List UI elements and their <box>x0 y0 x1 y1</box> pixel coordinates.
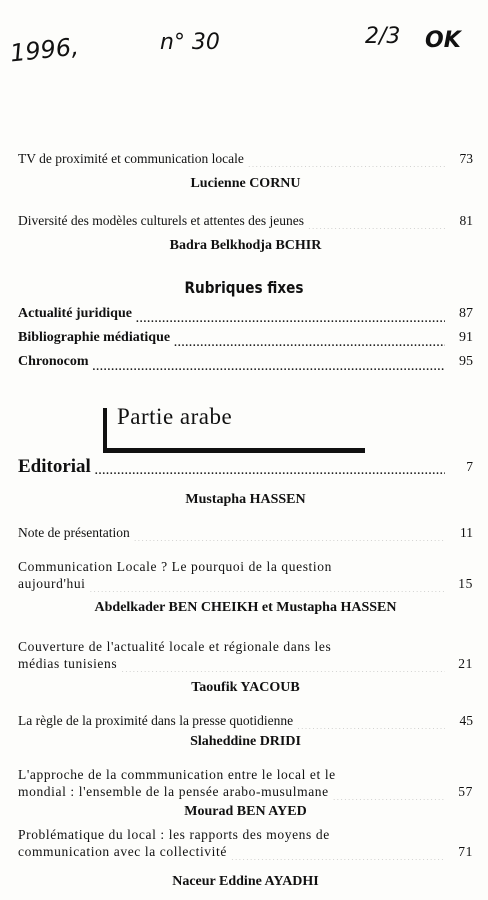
toc-entry-page: 15 <box>458 576 473 591</box>
handwritten-issue-number: n° 30 <box>160 30 220 55</box>
handwritten-ok: OK <box>425 28 461 53</box>
toc-entry-title-line: Communication Locale ? Le pourquoi de la question <box>18 559 332 574</box>
toc-entry <box>18 353 473 370</box>
toc-entry-title: Bibliographie médiatique <box>18 330 171 345</box>
section-heading <box>103 402 365 454</box>
toc-entry-author: Badra Belkhodja BCHIR <box>169 238 322 253</box>
toc-entry <box>18 150 473 167</box>
leader-dots <box>95 460 445 475</box>
toc-entry <box>18 712 473 729</box>
toc-entry-author: Mustapha HASSEN <box>185 492 306 507</box>
toc-entry <box>18 766 473 800</box>
toc-entry-title-line: L'approche de la commmunication entre le local et le <box>18 767 336 782</box>
section-title: Partie arabe <box>117 404 233 429</box>
toc-entry <box>18 329 473 346</box>
toc-entry-page: 95 <box>459 354 473 369</box>
toc-entry-title: Chronocom <box>18 354 89 369</box>
section-rule-horizontal <box>103 448 365 453</box>
toc-entry-page: 71 <box>458 844 473 859</box>
toc-entry-page: 21 <box>458 656 473 671</box>
toc-entry-page: 11 <box>460 525 473 540</box>
toc-entry-page: 87 <box>459 306 473 321</box>
toc-entry-page: 57 <box>458 784 473 799</box>
toc-entry-author: Mourad BEN AYED <box>184 804 307 819</box>
toc-entry-author: Lucienne CORNU <box>190 176 301 191</box>
leader-dots <box>231 848 445 860</box>
leader-dots <box>93 358 445 370</box>
toc-entry-title: La règle de la proximité dans la presse quotidienne <box>18 713 294 728</box>
toc-entry <box>18 212 473 229</box>
toc-entry-title-line: Problématique du local : les rapports des moyens de <box>18 827 330 842</box>
toc-entry-title: Diversité des modèles culturels et attentes des jeunes <box>18 213 305 228</box>
toc-entry-page: 73 <box>459 151 473 166</box>
leader-dots <box>297 717 445 729</box>
toc-entry <box>18 558 473 592</box>
toc-entry <box>18 638 473 672</box>
toc-entry <box>18 524 473 541</box>
toc-entry-title-line: Couverture de l'actualité locale et régionale dans les <box>18 639 332 654</box>
toc-entry-author: Naceur Eddine AYADHI <box>172 874 319 889</box>
toc-entry-author: Slaheddine DRIDI <box>190 734 301 749</box>
toc-entry-page: 45 <box>459 713 473 728</box>
toc-entry-title-line: communication avec la collectivité <box>18 844 227 859</box>
toc-entry <box>18 458 473 475</box>
toc-entry-title: Actualité juridique <box>18 306 132 321</box>
toc-entry-title: Editorial <box>18 456 91 477</box>
rubriques-heading: Rubriques fixes <box>184 278 304 297</box>
leader-dots <box>90 580 445 592</box>
toc-entry-page: 7 <box>466 459 473 474</box>
toc-entry <box>18 305 473 322</box>
toc-entry-title-line: médias tunisiens <box>18 656 118 671</box>
leader-dots <box>333 788 445 800</box>
toc-entry-title: Note de présentation <box>18 525 130 540</box>
leader-dots <box>121 660 445 672</box>
leader-dots <box>174 334 445 346</box>
section-rule-vertical <box>103 408 107 452</box>
leader-dots <box>134 529 445 541</box>
toc-entry-page: 81 <box>459 213 473 228</box>
leader-dots <box>136 310 445 322</box>
toc-entry-title: TV de proximité et communication locale <box>18 151 244 166</box>
toc-entry-author: Abdelkader BEN CHEIKH et Mustapha HASSEN <box>94 600 397 615</box>
toc-entry-page: 91 <box>459 330 473 345</box>
leader-dots <box>308 217 445 229</box>
toc-entry-title-line: aujourd'hui <box>18 576 86 591</box>
toc-entry <box>18 826 473 860</box>
leader-dots <box>248 155 445 167</box>
toc-entry-title-line: mondial : l'ensemble de la pensée arabo-musulmane <box>18 784 329 799</box>
handwritten-year: 1996, <box>8 32 80 68</box>
handwritten-fraction: 2/3 <box>365 24 401 49</box>
toc-entry-author: Taoufik YACOUB <box>191 680 300 695</box>
